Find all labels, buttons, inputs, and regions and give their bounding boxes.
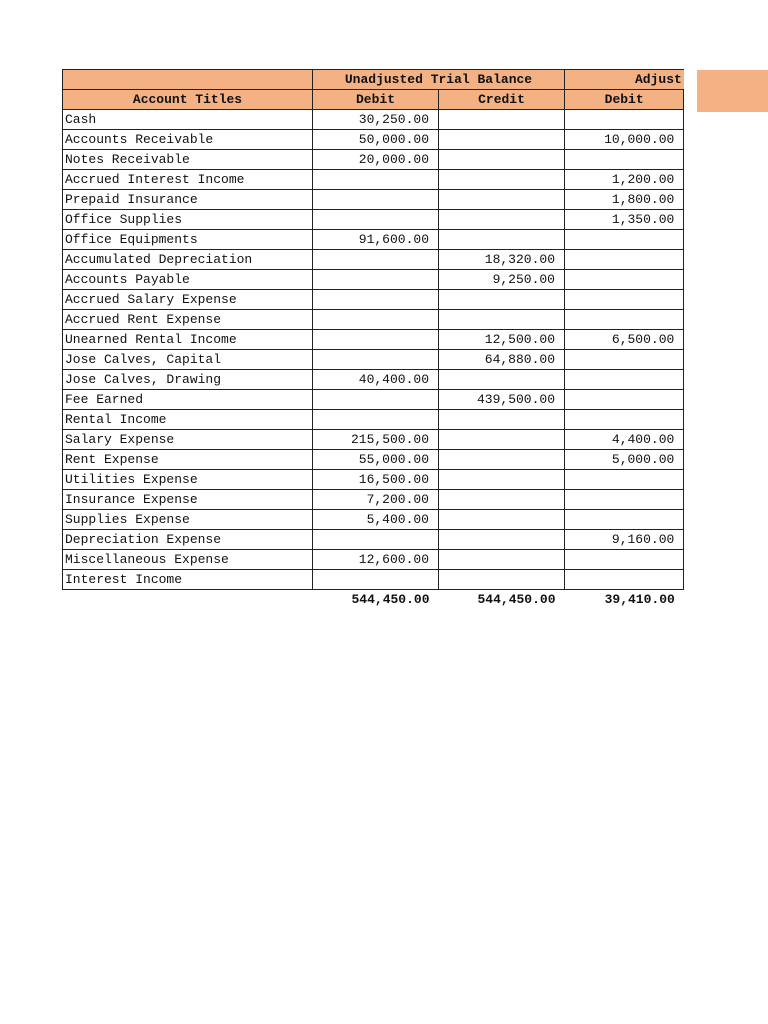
debit-cell [313,410,439,430]
account-title-cell: Utilities Expense [63,470,313,490]
table-row [63,510,684,530]
table-row [63,310,684,330]
credit-cell [439,510,565,530]
adjusted-debit-cell [565,470,684,490]
debit-cell [313,390,439,410]
credit-cell: 18,320.00 [439,250,565,270]
adjusted-debit-cell: 10,000.00 [565,130,684,150]
adjusted-debit-cell [565,370,684,390]
table-row [63,330,684,350]
account-rows [63,110,684,590]
debit-cell [313,570,439,590]
credit-cell [439,450,565,470]
table-row [63,170,684,190]
adjusted-debit-cell [565,310,684,330]
debit-cell [313,330,439,350]
adjusted-debit-cell: 1,350.00 [565,210,684,230]
debit-cell [313,170,439,190]
account-title-cell: Miscellaneous Expense [63,550,313,570]
table-row [63,530,684,550]
debit-cell: 5,400.00 [313,510,439,530]
table-row [63,130,684,150]
credit-cell: 9,250.00 [439,270,565,290]
credit-cell: 12,500.00 [439,330,565,350]
account-title-cell: Accounts Payable [63,270,313,290]
debit-header: Debit [313,90,439,110]
total-debit: 544,450.00 [313,590,439,610]
debit-cell [313,190,439,210]
account-title-cell: Accumulated Depreciation [63,250,313,270]
adjusted-debit-cell: 9,160.00 [565,530,684,550]
table-row [63,370,684,390]
account-title-cell: Depreciation Expense [63,530,313,550]
debit-cell: 7,200.00 [313,490,439,510]
table-row [63,150,684,170]
account-title-cell: Rent Expense [63,450,313,470]
debit-cell [313,210,439,230]
table-row [63,230,684,250]
credit-cell [439,310,565,330]
credit-cell: 439,500.00 [439,390,565,410]
credit-cell [439,430,565,450]
table-row [63,450,684,470]
account-title-cell: Jose Calves, Capital [63,350,313,370]
credit-cell [439,370,565,390]
account-titles-header: Account Titles [63,90,313,110]
credit-cell [439,570,565,590]
credit-cell [439,110,565,130]
debit-cell [313,350,439,370]
adjusted-debit-cell [565,570,684,590]
table-row [63,110,684,130]
adjusted-debit-cell [565,510,684,530]
totals-row [63,590,684,610]
adjusted-debit-cell: 4,400.00 [565,430,684,450]
credit-cell [439,550,565,570]
table-row [63,390,684,410]
adjusted-debit-cell [565,410,684,430]
adjusted-debit-cell: 1,800.00 [565,190,684,210]
table-row [63,490,684,510]
debit-cell [313,250,439,270]
debit-cell: 50,000.00 [313,130,439,150]
adjusted-debit-cell [565,150,684,170]
group-header-row [63,70,684,90]
debit-cell: 91,600.00 [313,230,439,250]
account-title-cell: Supplies Expense [63,510,313,530]
account-title-cell: Rental Income [63,410,313,430]
adjusted-debit-cell [565,250,684,270]
totals-label-cell [63,590,313,610]
adjusted-debit-cell: 6,500.00 [565,330,684,350]
adjusted-debit-header: Debit [565,90,684,110]
account-title-cell: Accounts Receivable [63,130,313,150]
adjusted-debit-cell: 1,200.00 [565,170,684,190]
debit-cell: 40,400.00 [313,370,439,390]
account-title-cell: Office Supplies [63,210,313,230]
account-title-cell: Unearned Rental Income [63,330,313,350]
credit-cell [439,210,565,230]
account-title-cell: Insurance Expense [63,490,313,510]
account-title-cell: Interest Income [63,570,313,590]
blank-header-cell [63,70,313,90]
adjusted-trial-balance-header: Adjust [565,70,684,90]
credit-cell [439,530,565,550]
table-row [63,210,684,230]
credit-cell [439,470,565,490]
account-title-cell: Office Equipments [63,230,313,250]
table-row [63,430,684,450]
debit-cell: 215,500.00 [313,430,439,450]
account-title-cell: Fee Earned [63,390,313,410]
credit-cell [439,290,565,310]
table-row [63,550,684,570]
adjusted-header-overflow [697,70,768,112]
credit-header: Credit [439,90,565,110]
account-title-cell: Cash [63,110,313,130]
total-adjusted-debit: 39,410.00 [565,590,684,610]
account-title-cell: Jose Calves, Drawing [63,370,313,390]
adjusted-debit-cell [565,490,684,510]
debit-cell: 16,500.00 [313,470,439,490]
total-credit: 544,450.00 [439,590,565,610]
debit-cell: 30,250.00 [313,110,439,130]
table-row [63,350,684,370]
debit-cell [313,530,439,550]
debit-cell [313,290,439,310]
unadjusted-trial-balance-header: Unadjusted Trial Balance [313,70,565,90]
credit-cell [439,410,565,430]
table-row [63,270,684,290]
adjusted-debit-cell [565,350,684,370]
table-row [63,290,684,310]
credit-cell [439,190,565,210]
adjusted-debit-cell [565,230,684,250]
account-title-cell: Prepaid Insurance [63,190,313,210]
debit-cell [313,310,439,330]
table-row [63,570,684,590]
credit-cell [439,150,565,170]
table-row [63,190,684,210]
account-title-cell: Salary Expense [63,430,313,450]
trial-balance-worksheet [62,69,684,609]
account-title-cell: Notes Receivable [63,150,313,170]
table-row [63,470,684,490]
credit-cell: 64,880.00 [439,350,565,370]
credit-cell [439,170,565,190]
credit-cell [439,230,565,250]
debit-cell: 12,600.00 [313,550,439,570]
table-row [63,410,684,430]
debit-cell [313,270,439,290]
adjusted-debit-cell [565,110,684,130]
credit-cell [439,490,565,510]
column-header-row [63,90,684,110]
adjusted-debit-cell [565,290,684,310]
adjusted-debit-cell [565,270,684,290]
credit-cell [439,130,565,150]
debit-cell: 55,000.00 [313,450,439,470]
debit-cell: 20,000.00 [313,150,439,170]
account-title-cell: Accrued Interest Income [63,170,313,190]
adjusted-debit-cell [565,550,684,570]
table-row [63,250,684,270]
account-title-cell: Accrued Salary Expense [63,290,313,310]
adjusted-debit-cell [565,390,684,410]
account-title-cell: Accrued Rent Expense [63,310,313,330]
adjusted-debit-cell: 5,000.00 [565,450,684,470]
